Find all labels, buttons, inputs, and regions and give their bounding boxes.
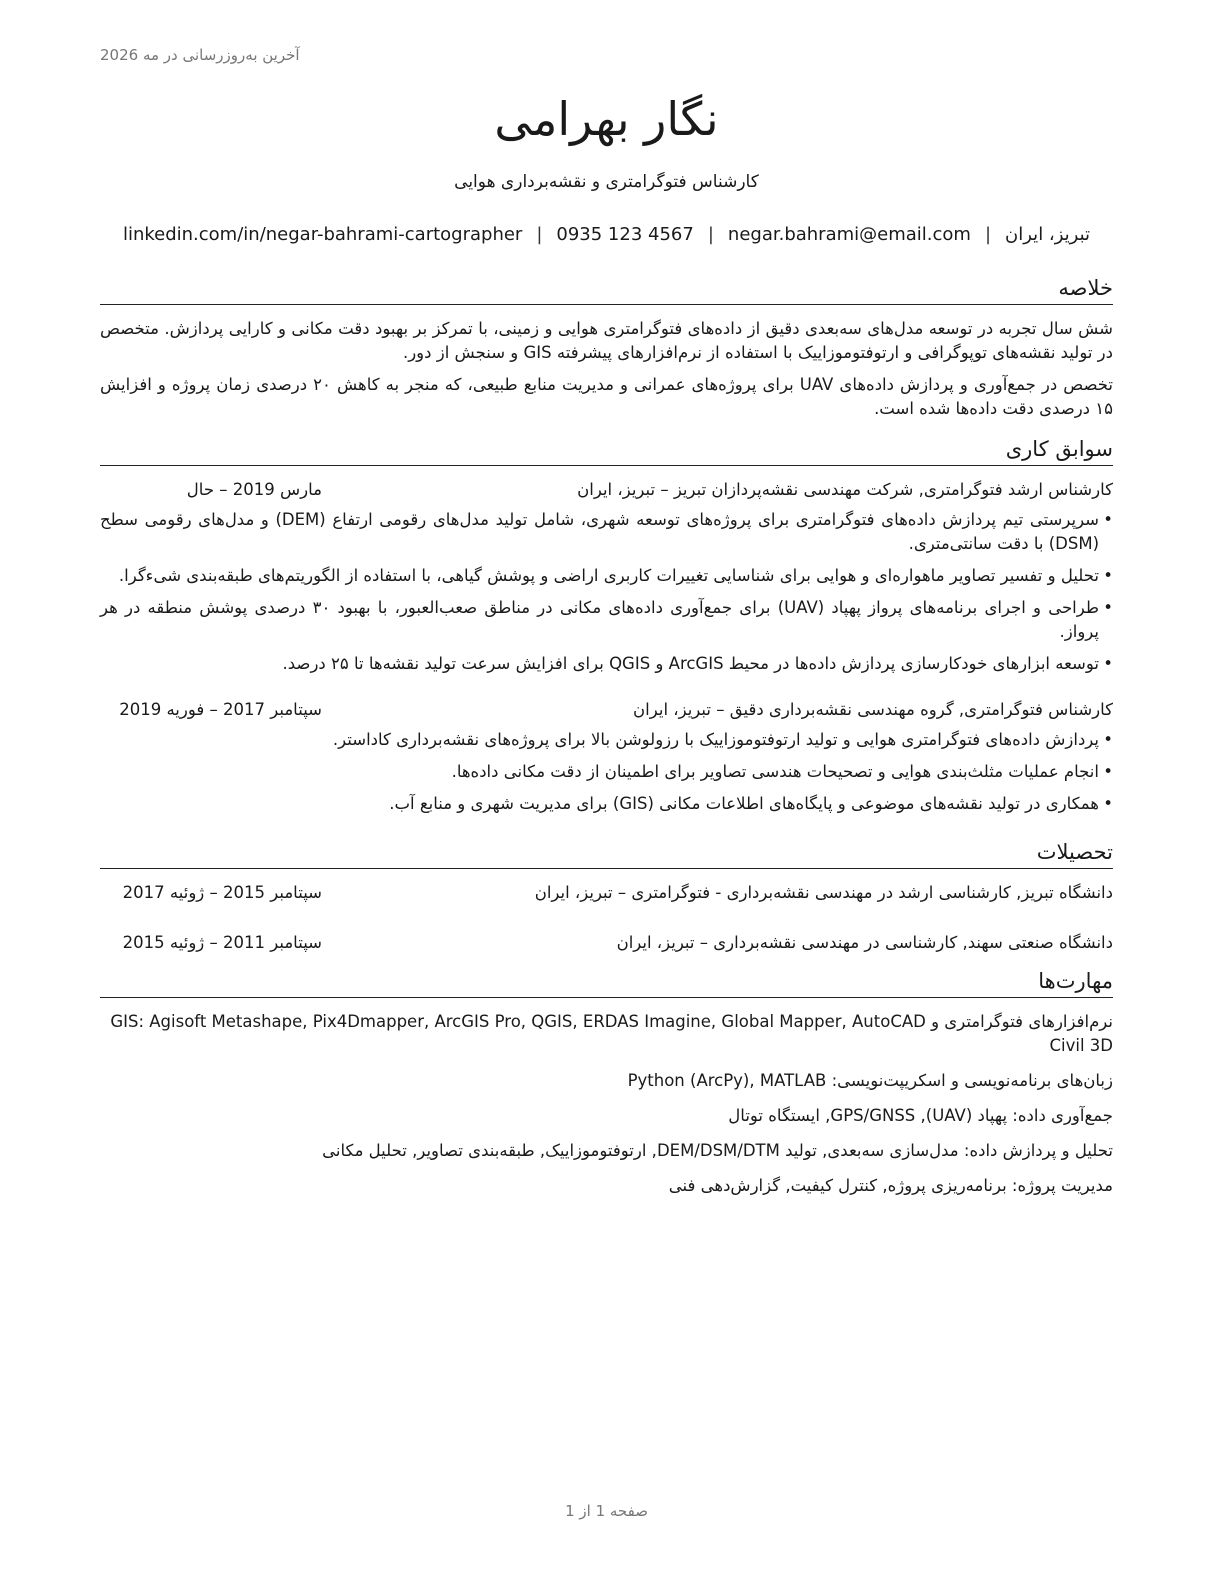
skill-line: تحلیل و پردازش داده: مدل‌سازی سه‌بعدی, تولید DEM/DSM/DTM, ارتوفتوموزاییک, طبقه‌بندی تصاویر, تحلیل مکانی xyxy=(322,1141,1113,1160)
job-header xyxy=(100,478,1113,502)
contact-phone[interactable]: 0935 123 4567 xyxy=(556,224,694,245)
contact-separator: | xyxy=(707,224,714,245)
job-bullet: • همکاری در تولید نقشه‌های موضوعی و پایگاه‌های اطلاعات مکانی (GIS) برای مدیریت شهری و منابع آب. xyxy=(100,792,1113,816)
education-degree: دانشگاه تبریز, کارشناسی ارشد در مهندسی نقشه‌برداری - فتوگرامتری – تبریز، ایران xyxy=(534,883,1113,902)
contact-location: تبریز، ایران xyxy=(1005,224,1091,245)
contact-email[interactable]: negar.bahrami@email.com xyxy=(727,224,971,245)
summary-paragraph: شش سال تجربه در توسعه مدل‌های سه‌بعدی دقیق از داده‌های فتوگرامتری هوایی و زمینی، با تمرکز بر بهبود دقت مکانی و کارایی پردازش. متخصص در تولید نقشه‌های توپوگرافی و ارتوفتوموزاییک با استفاده از نرم‌افزارهای پیشرفته GIS و سنجش از دور. xyxy=(100,319,1113,362)
education-section xyxy=(100,838,1113,955)
job-dates: مارس 2019 – حال xyxy=(186,480,322,499)
job-title: کارشناس ارشد فتوگرامتری, شرکت مهندسی نقشه‌پردازان تبریز – تبریز، ایران xyxy=(577,480,1113,499)
skills-section xyxy=(100,967,1113,1198)
education-entry xyxy=(100,881,1113,905)
job-entry xyxy=(100,478,1113,676)
job-bullets xyxy=(100,508,1113,676)
page-number: صفحه 1 از 1 xyxy=(565,1502,648,1520)
skill-line: جمع‌آوری داده: پهپاد (UAV), GPS/GNSS, ایستگاه توتال xyxy=(728,1106,1113,1125)
resume-body xyxy=(100,274,1113,1209)
job-dates: سپتامبر 2017 – فوریه 2019 xyxy=(119,700,322,719)
last-updated: آخرین به‌روزرسانی در مه 2026 xyxy=(100,46,300,64)
job-title: کارشناس فتوگرامتری, گروه مهندسی نقشه‌برداری دقیق – تبریز، ایران xyxy=(633,700,1113,719)
education-dates: سپتامبر 2015 – ژوئیه 2017 xyxy=(122,883,322,902)
skill-line: نرم‌افزارهای فتوگرامتری و GIS: Agisoft Metashape, Pix4Dmapper, ArcGIS Pro, QGIS, ERDAS Imagine, Global Mapper, AutoCAD Civil 3D xyxy=(110,1012,1113,1055)
job-headline: کارشناس فتوگرامتری و نقشه‌برداری هوایی xyxy=(454,172,759,192)
skill-line: مدیریت پروژه: برنامه‌ریزی پروژه, کنترل کیفیت, گزارش‌دهی فنی xyxy=(668,1176,1113,1195)
job-entry xyxy=(100,698,1113,816)
person-name: نگار بهرامی xyxy=(494,92,719,146)
contact-separator: | xyxy=(984,224,992,245)
contact-separator: | xyxy=(536,224,543,245)
experience-section xyxy=(100,435,1113,816)
education-degree: دانشگاه صنعتی سهند, کارشناسی در مهندسی نقشه‌برداری – تبریز، ایران xyxy=(616,933,1113,952)
summary-paragraph: تخصص در جمع‌آوری و پردازش داده‌های UAV برای پروژه‌های عمرانی و مدیریت منابع طبیعی، که منجر به کاهش ۲۰ درصدی زمان پروژه و افزایش ۱۵ درصدی دقت داده‌ها شده است. xyxy=(100,375,1114,418)
contact-linkedin[interactable]: linkedin.com/in/negar-bahrami-cartographer xyxy=(122,224,523,245)
skills-title: مهارت‌ها xyxy=(100,967,1113,998)
job-bullet: • توسعه ابزارهای خودکارسازی پردازش داده‌ها در محیط ArcGIS و QGIS برای افزایش سرعت تولید نقشه‌ها تا ۲۵ درصد. xyxy=(100,652,1113,676)
experience-title: سوابق کاری xyxy=(100,435,1113,466)
summary-section xyxy=(100,274,1113,421)
job-bullet: • طراحی و اجرای برنامه‌های پرواز پهپاد (UAV) برای جمع‌آوری داده‌های مکانی در مناطق صعب‌العبور، با بهبود ۳۰ درصدی پوشش منطقه در هر پرواز. xyxy=(100,596,1113,644)
resume-page xyxy=(100,0,1113,1584)
skill-line: زبان‌های برنامه‌نویسی و اسکریپت‌نویسی: Python (ArcPy), MATLAB xyxy=(627,1071,1113,1090)
job-bullet: • سرپرستی تیم پردازش داده‌های فتوگرامتری برای پروژه‌های توسعه شهری، شامل تولید مدل‌های رقومی ارتفاع (DEM) و مدل‌های رقومی سطح (DSM) با دقت سانتی‌متری. xyxy=(100,508,1113,556)
job-header xyxy=(100,698,1113,722)
job-bullet: • انجام عملیات مثلث‌بندی هوایی و تصحیحات هندسی تصاویر برای اطمینان از دقت مکانی داده‌ها. xyxy=(100,760,1113,784)
education-title: تحصیلات xyxy=(100,838,1113,869)
contact-line xyxy=(100,224,1113,245)
summary-title: خلاصه xyxy=(100,274,1113,305)
job-bullet: • پردازش داده‌های فتوگرامتری هوایی و تولید ارتوفتوموزاییک با رزولوشن بالا برای پروژه‌های نقشه‌برداری کاداستر. xyxy=(100,728,1113,752)
job-bullet: • تحلیل و تفسیر تصاویر ماهواره‌ای و هوایی برای شناسایی تغییرات کاربری اراضی و پوشش گیاهی، با استفاده از الگوریتم‌های طبقه‌بندی شیءگرا. xyxy=(100,564,1113,588)
education-dates: سپتامبر 2011 – ژوئیه 2015 xyxy=(122,933,322,952)
education-entry xyxy=(100,931,1113,955)
job-bullets xyxy=(100,728,1113,816)
